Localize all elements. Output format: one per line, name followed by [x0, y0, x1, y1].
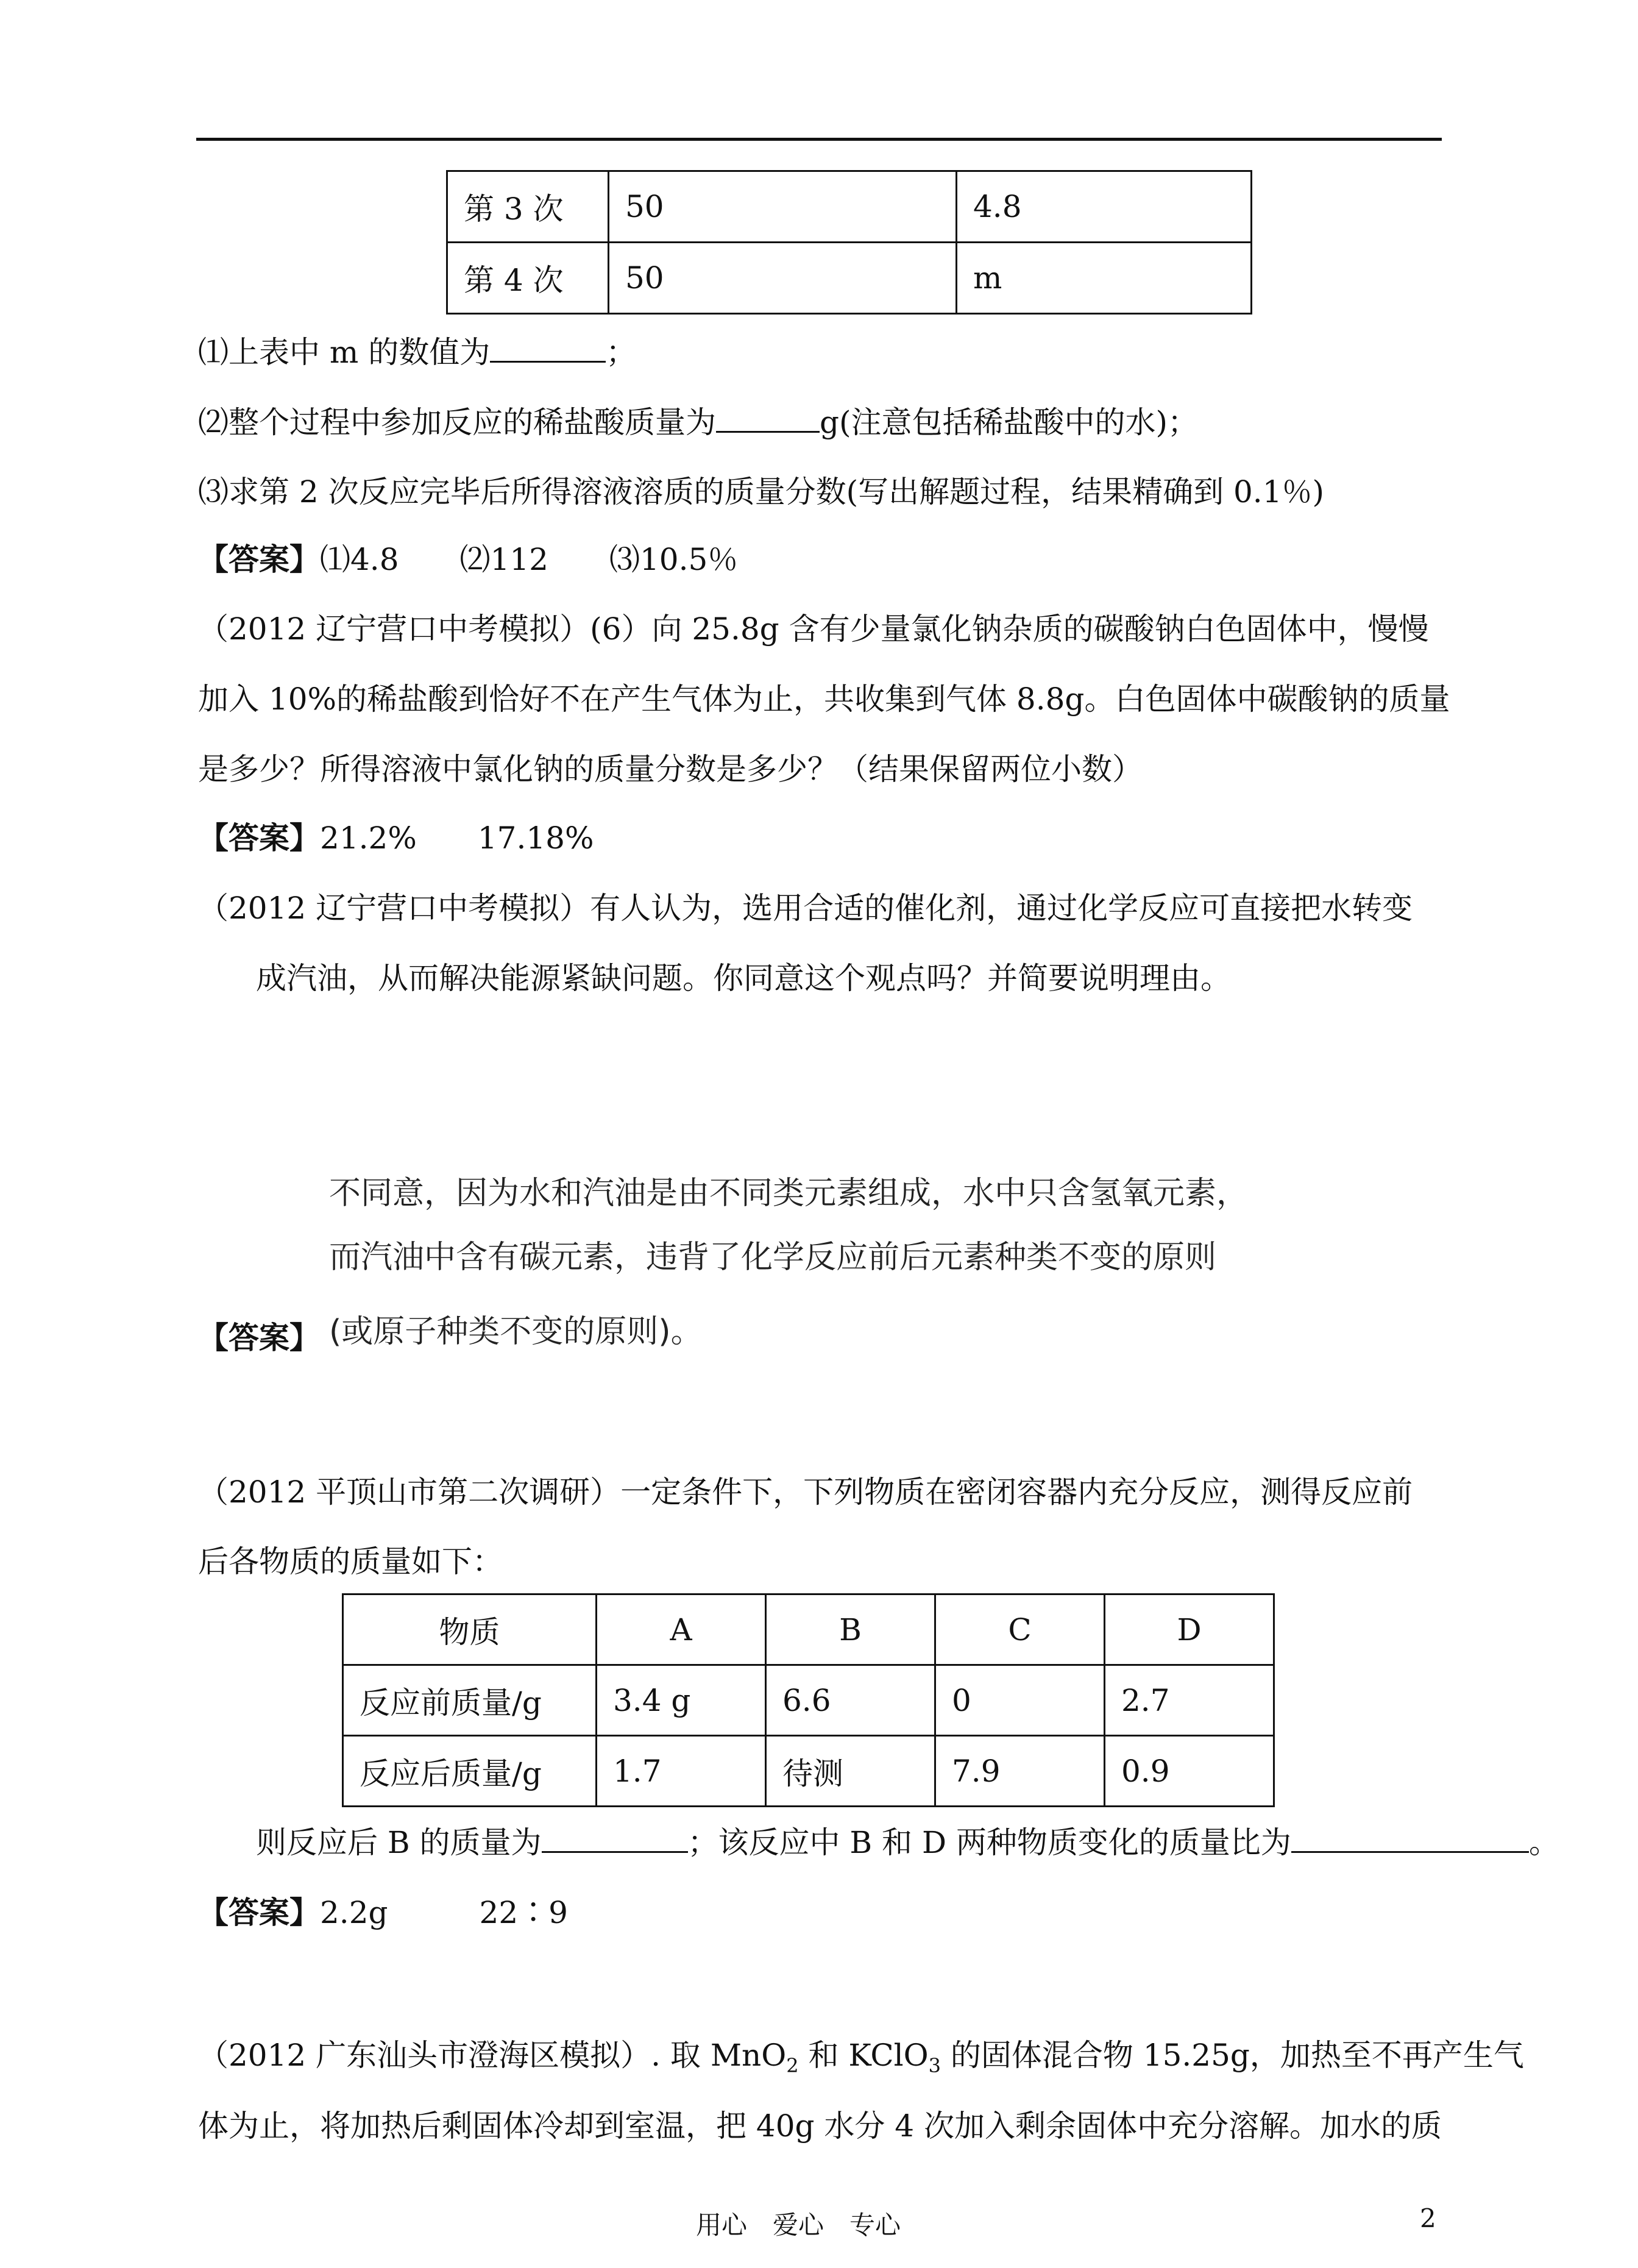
question-text: ；该反应中 B 和 D 两种物质变化的质量比为 [687, 1825, 1291, 1860]
header-rule [196, 138, 1442, 141]
footer-motto: 用心 爱心 专心 [696, 2210, 901, 2240]
question-2-line-3: 是多少？所得溶液中氯化钠的质量分数是多少？（结果保留两位小数） [198, 752, 1143, 787]
answer-blank [490, 334, 606, 363]
table-row [343, 1665, 1274, 1736]
question-3-line-1: （2012 辽宁营口中考模拟）有人认为，选用合适的催化剂，通过化学反应可直接把水转变 [198, 890, 1413, 926]
question-text: 的固体混合物 15.25g，加热至不再产生气 [940, 2038, 1524, 2073]
answer-3-line-3: (或原子种类不变的原则)。 [329, 1314, 703, 1350]
answer-1 [198, 541, 738, 578]
answer-blank [1291, 1824, 1529, 1853]
table-row [447, 171, 1252, 243]
table-cell: 4.8 [957, 171, 1252, 243]
answer-text: 21.2% 17.18% [320, 820, 594, 856]
page-number: 2 [1420, 2203, 1436, 2233]
table-header-cell: 物质 [343, 1594, 597, 1665]
table-cell: 0.9 [1105, 1736, 1274, 1807]
table-header-row [343, 1594, 1274, 1665]
answer-4 [198, 1894, 568, 1931]
subscript: 3 [928, 2054, 941, 2077]
table-header-cell: A [597, 1594, 766, 1665]
answer-3-line-1: 不同意，因为水和汽油是由不同类元素组成，水中只含氢氧元素， [329, 1175, 1249, 1212]
answer-label: 【答案】 [198, 541, 320, 577]
table-cell: 待测 [766, 1736, 935, 1807]
mass-table [342, 1593, 1275, 1807]
answer-label: 【答案】 [198, 820, 320, 856]
answer-blank [542, 1824, 688, 1853]
question-text: （2012 广东汕头市澄海区模拟）. 取 MnO [198, 2038, 787, 2073]
subscript: 2 [786, 2054, 799, 2077]
table-cell: 反应前质量/g [343, 1665, 597, 1736]
table-cell: 0 [935, 1665, 1105, 1736]
table-header-cell: D [1105, 1594, 1274, 1665]
table-cell: 50 [609, 171, 957, 243]
question-2-line-1: （2012 辽宁营口中考模拟）(6）向 25.8g 含有少量氯化钠杂质的碳酸钠白色固体中，慢慢 [198, 611, 1429, 647]
question-1-part-2 [198, 404, 1198, 441]
question-text: ⑵整个过程中参加反应的稀盐酸质量为 [198, 405, 716, 440]
table-cell: 反应后质量/g [343, 1736, 597, 1807]
answer-label: 【答案】 [198, 1894, 320, 1930]
question-5-line-1 [198, 2037, 1524, 2084]
question-4-line-1: （2012 平顶山市第二次调研）一定条件下，下列物质在密闭容器内充分反应，测得反应前 [198, 1474, 1413, 1510]
table-cell: 6.6 [766, 1665, 935, 1736]
question-4-line-2: 后各物质的质量如下： [198, 1544, 503, 1579]
table-row [343, 1736, 1274, 1807]
question-2-line-2: 加入 10%的稀盐酸到恰好不在产生气体为止，共收集到气体 8.8g。白色固体中碳酸钠的质量 [198, 681, 1450, 717]
table-cell: 第 4 次 [447, 243, 609, 314]
question-text: g(注意包括稀盐酸中的水)； [820, 405, 1199, 440]
question-text: ⑴上表中 m 的数值为 [198, 335, 491, 370]
table-cell: m [957, 243, 1252, 314]
question-4-line-3 [256, 1824, 1559, 1861]
results-table [446, 170, 1252, 315]
table-row [447, 243, 1252, 314]
table-cell: 50 [609, 243, 957, 314]
question-text: ； [606, 335, 637, 370]
table-header-cell: B [766, 1594, 935, 1665]
table-cell: 7.9 [935, 1736, 1105, 1807]
table-header-cell: C [935, 1594, 1105, 1665]
question-5-line-2: 体为止，将加热后剩固体冷却到室温，把 40g 水分 4 次加入剩余固体中充分溶解。加水的质 [198, 2108, 1442, 2144]
answer-blank [716, 404, 820, 433]
table-cell: 1.7 [597, 1736, 766, 1807]
table-cell: 2.7 [1105, 1665, 1274, 1736]
answer-3-label: 【答案】 [198, 1320, 320, 1356]
answer-3-line-2: 而汽油中含有碳元素，违背了化学反应前后元素种类不变的原则 [329, 1239, 1217, 1276]
question-3-line-2: 成汽油，从而解决能源紧缺问题。你同意这个观点吗？并简要说明理由。 [256, 961, 1231, 996]
question-text: 。 [1528, 1825, 1559, 1860]
answer-text: ⑴4.8 ⑵112 ⑶10.5％ [320, 542, 739, 577]
answer-text: 2.2g 22∶9 [320, 1895, 568, 1930]
question-1-part-1 [198, 334, 636, 371]
question-text: 和 KClO [798, 2038, 929, 2073]
table-cell: 第 3 次 [447, 171, 609, 243]
answer-2 [198, 820, 594, 856]
question-1-part-3: ⑶求第 2 次反应完毕后所得溶液溶质的质量分数(写出解题过程，结果精确到 0.1％) [198, 474, 1325, 510]
question-text: 则反应后 B 的质量为 [256, 1825, 542, 1860]
table-cell: 3.4 g [597, 1665, 766, 1736]
